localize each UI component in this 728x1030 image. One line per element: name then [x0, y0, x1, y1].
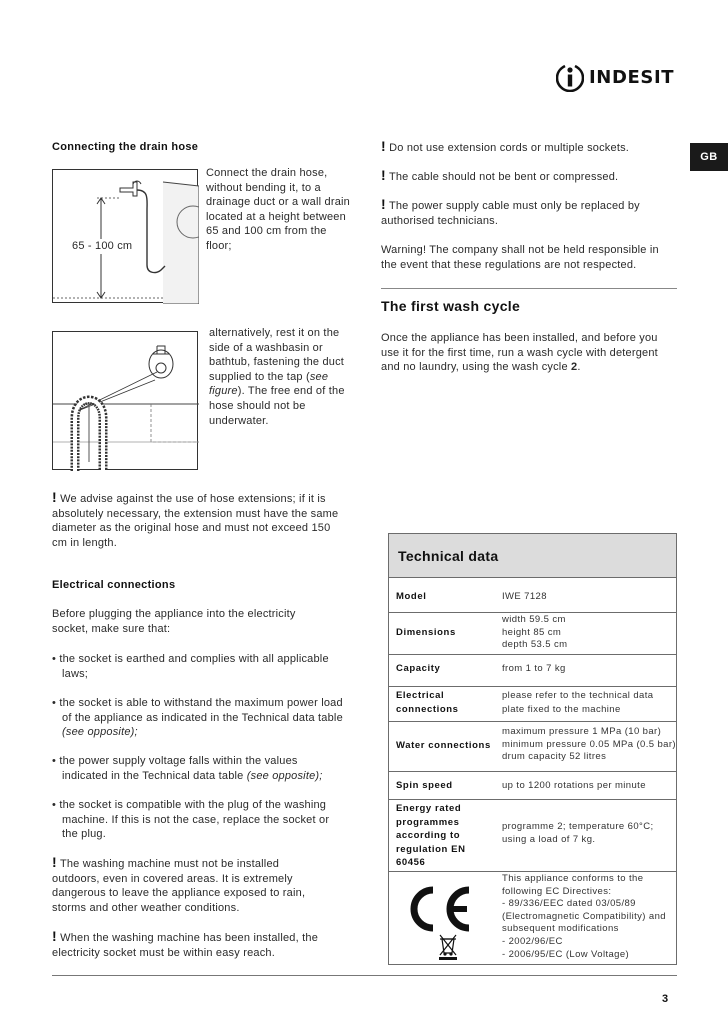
drain-text-2-part1: alternatively, rest it on the side of a washbasin or bathtub, fastening the duct supplied to the tap (	[209, 327, 345, 383]
table-row-spin	[389, 772, 676, 800]
row-value	[502, 726, 676, 764]
see-figure-ref: see figure	[209, 370, 329, 398]
drain-text-1: Connect the drain hose, without bending it, to a drainage duct or a wall drain located at a height between 65 and 100 cm from the floor;	[206, 167, 350, 252]
row-value-line: width 59.5 cm	[502, 614, 566, 625]
bullet-text: the socket is able to withstand the maximum power load of the appliance as indicated in the Technical data table	[59, 697, 343, 724]
section-divider	[381, 288, 677, 289]
outdoor-warning-text: The washing machine must not be installed outdoors, even in covered areas. It is extremely dangerous to leave the appliance exposed to rain, storms and other weather conditions.	[52, 858, 306, 914]
directives-line: - 2002/96/EC	[502, 935, 563, 947]
directives-line: - 2006/95/EC (Low Voltage)	[502, 948, 630, 960]
drain-text-2-part2: ). The free end of the hose should not be underwater.	[209, 385, 345, 427]
brand-symbol-icon	[556, 62, 584, 92]
footer-rule	[52, 975, 677, 976]
cable-bend-warning	[381, 169, 677, 185]
row-value: please refer to the technical data plate fixed to the machine	[502, 690, 654, 715]
row-label: Energy rated programmes according to regulation EN 60456	[396, 803, 466, 868]
ec-directives	[502, 873, 672, 961]
technical-data-header	[389, 534, 676, 578]
row-value: from 1 to 7 kg	[502, 663, 566, 674]
row-value-line: minimum pressure 0.05 MPa (0.5 bar)	[502, 738, 676, 750]
row-value	[502, 821, 654, 846]
bullet-text: the socket is compatible with the plug of the washing machine. If this is not the case, replace the socket or the plug.	[59, 799, 330, 841]
warning-exclamation-icon: !	[52, 928, 57, 944]
row-label: Spin speed	[396, 780, 453, 791]
language-tab: GB	[690, 143, 728, 171]
directives-line: This appliance conforms to the following EC Directives:	[502, 873, 644, 897]
first-wash-heading: The first wash cycle	[381, 298, 521, 314]
row-value-line: height 85 cm	[502, 626, 562, 638]
table-row-capacity	[389, 655, 676, 687]
table-row-water	[389, 722, 676, 772]
warning-exclamation-icon: !	[52, 489, 57, 505]
row-label: Model	[396, 591, 427, 602]
brand-name: INDESIT	[589, 66, 675, 88]
bullet-item: • the power supply voltage falls within the values indicated in the Technical data table (see opposite);	[52, 755, 323, 782]
warning-exclamation-icon: !	[381, 138, 386, 154]
row-value-line: programme 2; temperature 60°C;	[502, 821, 654, 832]
cable-bend-warning-text: The cable should not be bent or compressed.	[388, 171, 619, 183]
brand-logo	[556, 60, 706, 94]
cable-replace-warning-text: The power supply cable must only be replaced by authorised technicians.	[381, 200, 640, 227]
row-label: Water connections	[396, 740, 491, 751]
drain-height-figure	[52, 169, 198, 303]
first-wash-text	[381, 331, 677, 375]
technical-data-table	[388, 533, 677, 965]
cable-replace-warning	[381, 198, 677, 228]
row-value: up to 1200 rotations per minute	[502, 780, 646, 791]
warning-exclamation-icon: !	[381, 167, 386, 183]
electrical-intro: Before plugging the appliance into the electricity socket, make sure that:	[52, 608, 296, 635]
ce-mark-cell	[389, 872, 495, 964]
bullet-item: • the socket is able to withstand the maximum power load of the appliance as indicated in the Technical data table (see opposite);	[52, 697, 343, 739]
directives-line: - 89/336/EEC dated 03/05/89 (Electromagnetic Compatibility) and subsequent modifications	[502, 898, 666, 935]
table-row-dimensions	[389, 613, 676, 655]
first-wash-cycle-number: 2	[571, 361, 578, 374]
row-label: Dimensions	[396, 627, 456, 638]
bullet-text: the socket is earthed and complies with all applicable laws;	[59, 653, 329, 680]
row-value-line: maximum pressure 1 MPa (10 bar)	[502, 726, 662, 737]
row-value-line: using a load of 7 kg.	[502, 833, 596, 845]
outdoor-warning	[52, 856, 324, 915]
row-value: IWE 7128	[502, 591, 547, 602]
bullet-item: • the socket is earthed and complies with all applicable laws;	[52, 653, 329, 680]
table-row-electrical	[389, 687, 676, 722]
drain-height-illustration	[53, 170, 199, 304]
row-label: Electrical connections	[396, 690, 459, 715]
hose-extension-warning-text: We advise against the use of hose extensions; if it is absolutely necessary, the extension must have the same diameter as the original hose and must not exceed 150 cm in length.	[52, 493, 339, 549]
table-row-model	[389, 578, 676, 613]
warning-exclamation-icon: !	[381, 196, 386, 212]
hose-tap-figure	[52, 331, 198, 470]
company-warning: Warning! The company shall not be held responsible in the event that these regulations are not respected.	[381, 244, 659, 271]
page-number: 3	[662, 993, 669, 1005]
electrical-connections-heading: Electrical connections	[52, 579, 176, 591]
first-wash-text-end: .	[577, 361, 581, 374]
row-label: Capacity	[396, 663, 441, 674]
first-wash-text-body: Once the appliance has been installed, and before you use it for the first time, run a wash cycle with detergent and no laundry, using the wash cycle	[381, 332, 658, 374]
row-value-line: depth 53.5 cm	[502, 639, 568, 650]
socket-access-warning-text: When the washing machine has been installed, the electricity socket must be within easy reach.	[52, 932, 319, 959]
technical-data-title: Technical data	[398, 548, 499, 564]
hose-extension-warning	[52, 491, 348, 550]
row-value	[502, 614, 567, 652]
table-row-energy	[389, 800, 676, 872]
drain-height-label: 65 - 100 cm	[72, 240, 133, 252]
row-value-line: drum capacity 52 litres	[502, 751, 607, 762]
hose-tap-illustration	[53, 332, 199, 471]
drain-hose-heading: Connecting the drain hose	[52, 141, 199, 153]
bullet-reference: (see opposite);	[246, 769, 323, 782]
warning-exclamation-icon: !	[52, 854, 57, 870]
drain-text-2	[209, 326, 355, 428]
extension-cord-warning	[381, 140, 677, 156]
bullet-text: the power supply voltage falls within the values indicated in the Technical data table	[59, 755, 298, 782]
extension-cord-warning-text: Do not use extension cords or multiple sockets.	[389, 142, 630, 154]
socket-access-warning	[52, 930, 342, 960]
weee-bin-icon	[437, 934, 459, 960]
bullet-item: • the socket is compatible with the plug of the washing machine. If this is not the case, replace the socket or the plug.	[52, 799, 330, 841]
bullet-reference: (see opposite);	[62, 726, 138, 739]
